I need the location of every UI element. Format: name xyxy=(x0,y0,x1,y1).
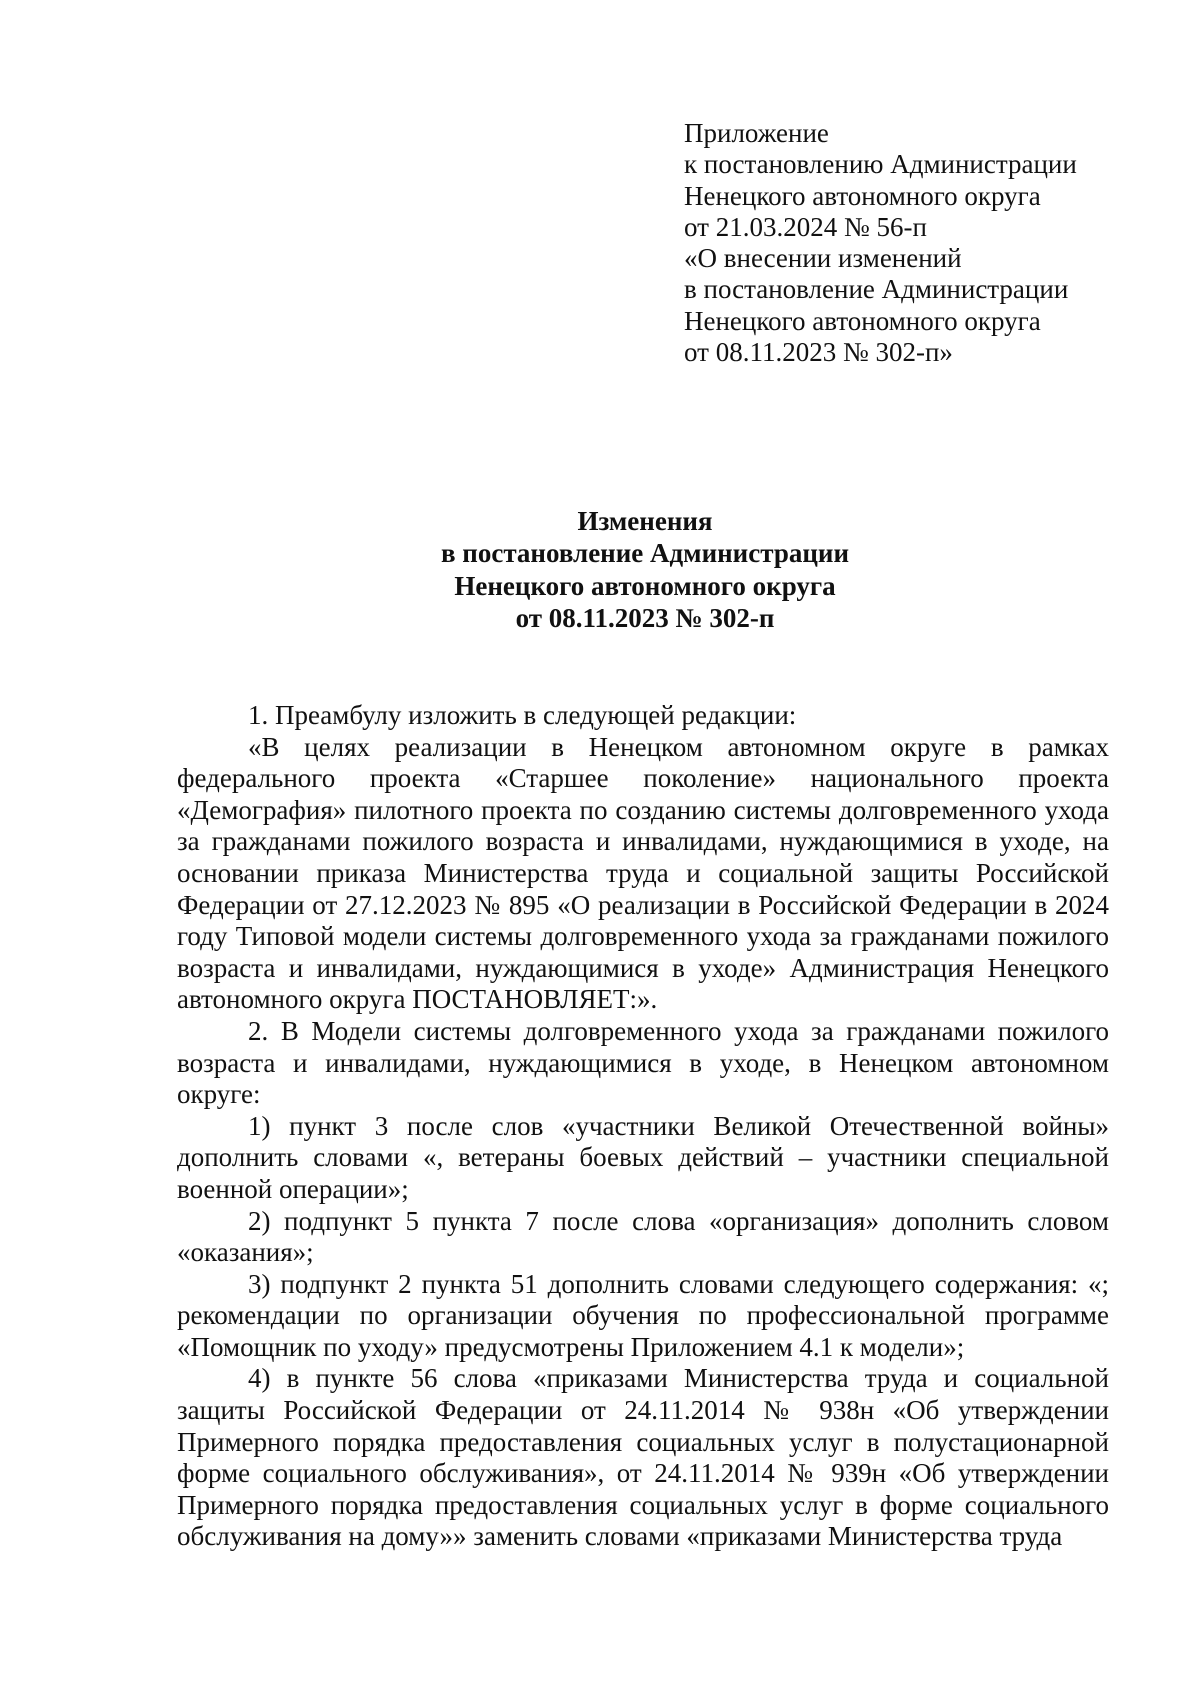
document-body xyxy=(177,700,1109,1553)
appendix-line: в постановление Администрации xyxy=(684,274,1069,305)
title-line: от 08.11.2023 № 302-п xyxy=(515,602,775,633)
appendix-line: Ненецкого автономного округа xyxy=(684,305,1041,336)
paragraph-item-2: 2. В Модели системы долговременного ухода за гражданами пожилого возраста и инвалидами, нуждающимися в уходе, в Ненецком автономном округе: xyxy=(177,1015,1109,1110)
subparagraph-2: 2) подпункт 5 пункта 7 после слова «организация» дополнить словом «оказания»; xyxy=(177,1205,1109,1268)
appendix-line: Ненецкого автономного округа xyxy=(684,180,1041,211)
appendix-line: от 08.11.2023 № 302-п» xyxy=(684,337,953,368)
paragraph-preamble: «В целях реализации в Ненецком автономном округе в рамках федерального проекта «Старшее поколение» национального проекта «Демография» пилотного проекта по созданию системы долговременного ухода за гражданами пожилого возраста и инвалидами, нуждающимися в уходе, на основании приказа Министерства труда и социальной защиты Российской Федерации от 27.12.2023 № 895 «О реализации в Российской Федерации в 2024 году Типовой модели системы долговременного ухода за гражданами пожилого возраста и инвалидами, нуждающимися в уходе» Администрация Ненецкого автономного округа ПОСТАНОВЛЯЕТ:». xyxy=(177,731,1109,1015)
appendix-line: к постановлению Администрации xyxy=(684,149,1077,180)
appendix-line: Приложение xyxy=(684,118,829,148)
subparagraph-1: 1) пункт 3 после слов «участники Великой Отечественной войны» дополнить словами «, ветераны боевых действий – участники специальной военной операции»; xyxy=(177,1110,1109,1204)
paragraph-item-1: 1. Преамбулу изложить в следующей редакции: xyxy=(248,700,797,730)
document-title xyxy=(0,505,1200,634)
appendix-line: от 21.03.2024 № 56-п xyxy=(684,211,927,242)
title-line: Ненецкого автономного округа xyxy=(454,570,836,601)
title-line: в постановление Администрации xyxy=(440,538,850,569)
subparagraph-4: 4) в пункте 56 слова «приказами Министерства труда и социальной защиты Российской Федерации от 24.11.2014 № 938н «Об утверждении Примерного порядка предоставления социальных услуг в полустационарной форме социального обслуживания», от 24.11.2014 № 939н «Об утверждении Примерного порядка предоставления социальных услуг в форме социального обслуживания на дому»» заменить словами «приказами Министерства труда xyxy=(177,1363,1109,1552)
appendix-block xyxy=(684,118,1164,368)
title-line: Изменения xyxy=(577,506,713,536)
subparagraph-3: 3) подпункт 2 пункта 51 дополнить словами следующего содержания: «; рекомендации по организации обучения по профессиональной программе «Помощник по уходу» предусмотрены Приложением 4.1 к модели»; xyxy=(177,1268,1109,1362)
appendix-line: «О внесении изменений xyxy=(684,243,962,274)
